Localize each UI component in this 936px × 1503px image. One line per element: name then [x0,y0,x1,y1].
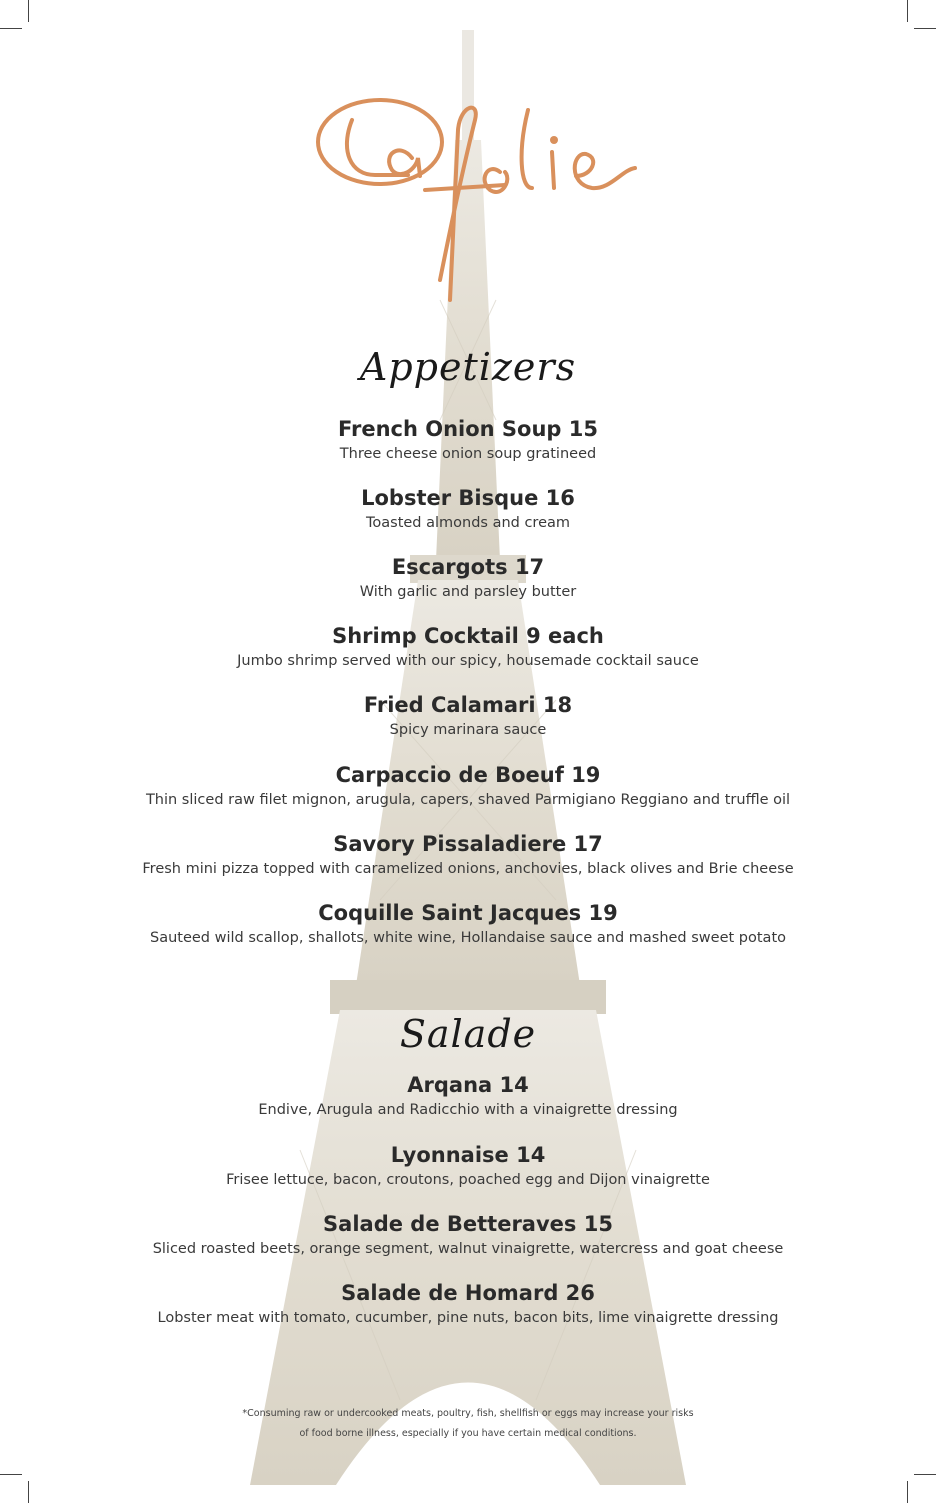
menu-item-description: With garlic and parsley butter [359,584,577,600]
menu-item [0,484,936,532]
la-folie-logo [300,80,650,320]
menu-item [0,830,936,878]
disclaimer-line: of food borne illness, especially if you have certain medical conditions. [299,1428,637,1439]
menu-item-description: Lobster meat with tomato, cucumber, pine nuts, bacon bits, lime vinaigrette dressing [157,1310,779,1326]
menu-item-description: Spicy marinara sauce [389,722,547,738]
menu-item-description: Frisee lettuce, bacon, croutons, poached egg and Dijon vinaigrette [226,1172,710,1188]
menu-item-description: Jumbo shrimp served with our spicy, housemade cocktail sauce [237,653,699,669]
menu-item [0,899,936,947]
menu-item-description: Toasted almonds and cream [365,515,571,531]
menu-item-name: Escargots 17 [391,555,545,579]
menu-item [0,1071,936,1119]
health-disclaimer [0,1404,936,1444]
menu-item-description: Sliced roasted beets, orange segment, walnut vinaigrette, watercress and goat cheese [152,1241,784,1257]
menu-item-name: Lyonnaise 14 [390,1143,546,1167]
menu-item-name: Shrimp Cocktail 9 each [332,624,604,648]
menu-item-name: French Onion Soup 15 [337,417,599,441]
menu-item-name: Salade de Betteraves 15 [323,1212,613,1236]
section-title-salade: Salade [399,1012,537,1056]
menu-item [0,553,936,601]
menu-item-name: Fried Calamari 18 [363,693,573,717]
menu-item [0,761,936,809]
menu-item-name: Savory Pissaladiere 17 [333,832,603,856]
menu-item-description: Thin sliced raw filet mignon, arugula, capers, shaved Parmigiano Reggiano and truffle oil [145,792,791,808]
menu-item [0,622,936,670]
menu-item-name: Lobster Bisque 16 [361,486,575,510]
menu-item-name: Coquille Saint Jacques 19 [318,901,618,925]
menu-item [0,691,936,739]
menu-item [0,1279,936,1327]
menu-item-description: Sauteed wild scallop, shallots, white wine, Hollandaise sauce and mashed sweet potato [149,930,786,946]
menu-item-name: Salade de Homard 26 [341,1281,595,1305]
menu-item [0,1210,936,1258]
menu-item-description: Three cheese onion soup gratineed [339,446,597,462]
menu-item [0,1141,936,1189]
menu-item-description: Endive, Arugula and Radicchio with a vinaigrette dressing [258,1102,678,1118]
menu-item [0,415,936,463]
section-title-appetizers: Appetizers [359,345,577,389]
menu-item-description: Fresh mini pizza topped with caramelized onions, anchovies, black olives and Brie cheese [142,861,794,877]
menu-item-name: Arqana 14 [407,1073,529,1097]
disclaimer-line: *Consuming raw or undercooked meats, poultry, fish, shellfish or eggs may increase your risks [242,1408,694,1419]
menu-item-name: Carpaccio de Boeuf 19 [335,763,601,787]
